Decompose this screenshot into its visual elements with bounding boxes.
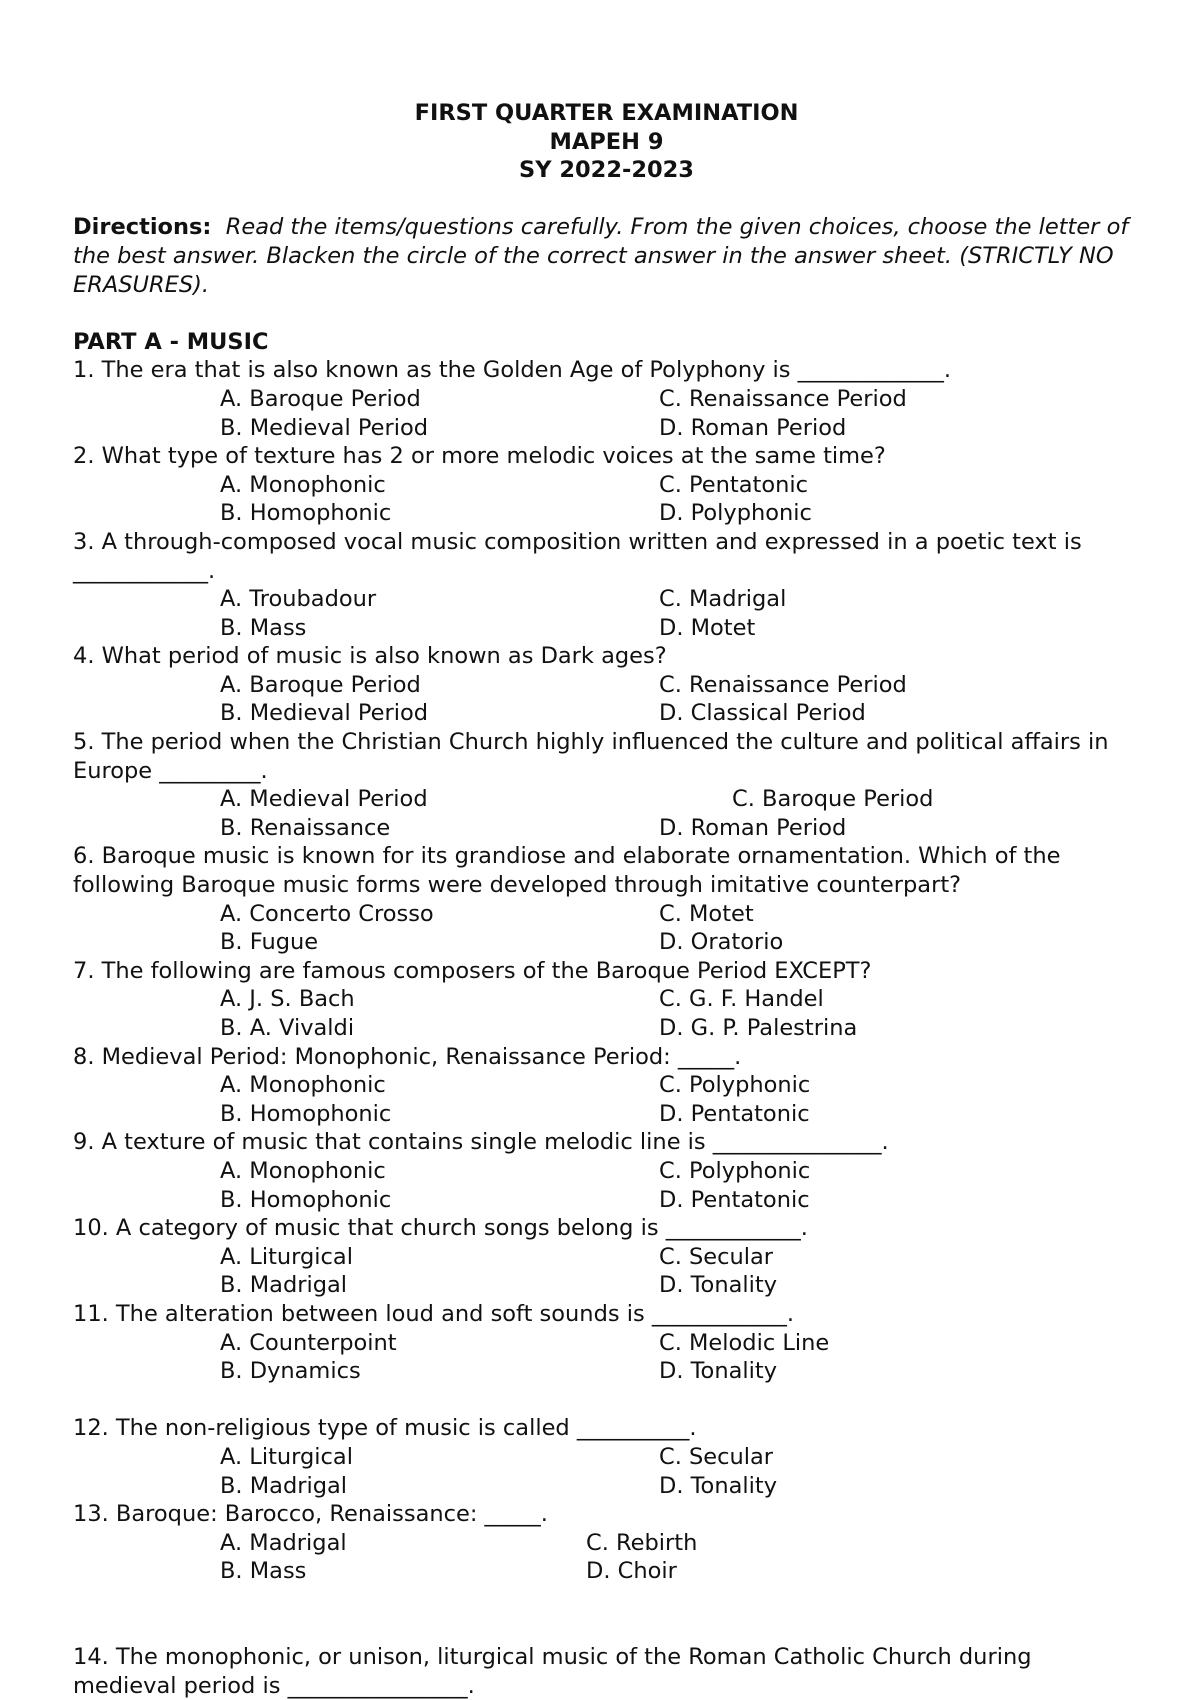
question-7	[73, 957, 1140, 1043]
exam-header	[73, 99, 1140, 185]
choice-d: D. Roman Period	[659, 814, 847, 841]
choice-b: B. Dynamics	[220, 1358, 361, 1385]
choice-c: C. Polyphonic	[659, 1072, 811, 1099]
question-stem: 5. The period when the Christian Church highly influenced the culture and political affairs in Europe _________.	[73, 729, 1109, 784]
question-stem: 6. Baroque music is known for its grandiose and elaborate ornamentation. Which of the following Baroque music forms were developed through imitative counterpart?	[73, 843, 1061, 899]
choice-b: B. Homophonic	[220, 1186, 392, 1213]
choice-a: A. Baroque Period	[220, 671, 421, 698]
question-10	[73, 1214, 1140, 1300]
choice-d: D. Motet	[659, 614, 756, 641]
choice-b: B. A. Vivaldi	[220, 1015, 355, 1041]
choice-d: D. Classical Period	[659, 700, 866, 727]
choice-d: D. Pentatonic	[659, 1100, 810, 1127]
choice-a: A. Troubadour	[220, 586, 377, 613]
choice-d: D. Roman Period	[659, 414, 847, 441]
exam-subject: MAPEH 9	[549, 128, 664, 155]
choice-b: B. Homophonic	[220, 500, 392, 527]
exam-title: FIRST QUARTER EXAMINATION	[414, 100, 799, 126]
blank-lines	[73, 1586, 1140, 1643]
question-3	[73, 528, 1140, 642]
choice-b: B. Mass	[220, 1558, 307, 1585]
choice-c: C. Madrigal	[659, 586, 787, 613]
choice-a: A. Monophonic	[220, 1072, 386, 1099]
choice-c: C. Renaissance Period	[659, 385, 907, 412]
choice-a: A. Counterpoint	[220, 1329, 397, 1356]
choice-b: B. Medieval Period	[220, 700, 429, 727]
choice-c: C. Melodic Line	[659, 1329, 830, 1356]
question-4	[73, 642, 1140, 728]
part-a-title: PART A - MUSIC	[73, 328, 269, 355]
choice-a: A. Liturgical	[220, 1443, 353, 1470]
directions	[73, 213, 1140, 299]
choice-a: A. Baroque Period	[220, 385, 421, 412]
choice-d: D. Tonality	[659, 1272, 778, 1299]
choice-b: B. Homophonic	[220, 1100, 392, 1127]
choice-d: D. Tonality	[659, 1358, 778, 1385]
choice-b: B. Renaissance	[220, 814, 391, 841]
choice-a: A. Medieval Period	[220, 786, 428, 813]
choice-d: D. G. P. Palestrina	[659, 1015, 858, 1041]
question-stem: 7. The following are famous composers of the Baroque Period EXCEPT?	[73, 957, 872, 984]
choice-a: A. Monophonic	[220, 471, 386, 498]
choice-a: A. Monophonic	[220, 1157, 386, 1184]
choice-c: C. Polyphonic	[659, 1157, 811, 1184]
question-13	[73, 1500, 1140, 1586]
question-stem: 3. A through-composed vocal music composition written and expressed in a poetic text is ____________.	[73, 528, 1082, 584]
choice-b: B. Madrigal	[220, 1272, 348, 1299]
question-stem: 11. The alteration between loud and soft sounds is ____________.	[73, 1300, 794, 1327]
choice-c: C. Pentatonic	[659, 471, 808, 498]
question-1	[73, 356, 1140, 442]
choice-c: C. Baroque Period	[732, 786, 934, 813]
blank-line	[73, 1386, 1140, 1415]
choice-d: D. Polyphonic	[659, 500, 812, 527]
question-stem: 12. The non-religious type of music is called __________.	[73, 1415, 697, 1442]
question-2	[73, 442, 1140, 528]
choice-c: C. Rebirth	[586, 1529, 698, 1556]
question-5	[73, 728, 1140, 842]
choice-d: D. Oratorio	[659, 929, 784, 956]
question-stem: 1. The era that is also known as the Golden Age of Polyphony is _____________.	[73, 357, 952, 384]
choice-a: A. Concerto Crosso	[220, 900, 434, 927]
exam-school-year: SY 2022-2023	[519, 157, 694, 184]
question-stem: 14. The monophonic, or unison, liturgical music of the Roman Catholic Church during medieval period is ________________.	[73, 1644, 1032, 1699]
question-stem: 10. A category of music that church songs belong is ____________.	[73, 1215, 808, 1242]
choice-d: D. Tonality	[659, 1472, 778, 1499]
question-8	[73, 1043, 1140, 1129]
question-14	[73, 1643, 1140, 1700]
question-stem: 4. What period of music is also known as Dark ages?	[73, 643, 667, 670]
choice-b: B. Mass	[220, 614, 307, 641]
choice-c: C. G. F. Handel	[659, 986, 824, 1013]
choice-a: A. J. S. Bach	[220, 986, 355, 1013]
question-12	[73, 1414, 1140, 1500]
choice-c: C. Secular	[659, 1243, 774, 1270]
question-stem: 13. Baroque: Barocco, Renaissance: _____.	[73, 1501, 548, 1528]
question-9	[73, 1128, 1140, 1214]
choice-d: D. Choir	[586, 1558, 677, 1585]
question-6	[73, 842, 1140, 956]
choice-c: C. Renaissance Period	[659, 671, 907, 698]
question-stem: 2. What type of texture has 2 or more melodic voices at the same time?	[73, 443, 886, 470]
question-11	[73, 1300, 1140, 1386]
choice-b: B. Madrigal	[220, 1472, 348, 1499]
question-stem: 8. Medieval Period: Monophonic, Renaissance Period: _____.	[73, 1043, 742, 1070]
choice-a: A. Madrigal	[220, 1529, 347, 1556]
choice-d: D. Pentatonic	[659, 1186, 810, 1213]
choice-c: C. Secular	[659, 1443, 774, 1470]
choice-b: B. Fugue	[220, 929, 319, 956]
choice-b: B. Medieval Period	[220, 414, 429, 441]
directions-label: Directions:	[73, 214, 212, 241]
question-stem: 9. A texture of music that contains single melodic line is _______________.	[73, 1129, 889, 1156]
choice-a: A. Liturgical	[220, 1243, 353, 1270]
directions-text: Read the items/questions carefully. From the given choices, choose the letter of the best answer. Blacken the circle of the correct answer in the answer sheet. (STRICTLY NO ERASURES).	[73, 214, 1129, 298]
choice-c: C. Motet	[659, 900, 754, 927]
